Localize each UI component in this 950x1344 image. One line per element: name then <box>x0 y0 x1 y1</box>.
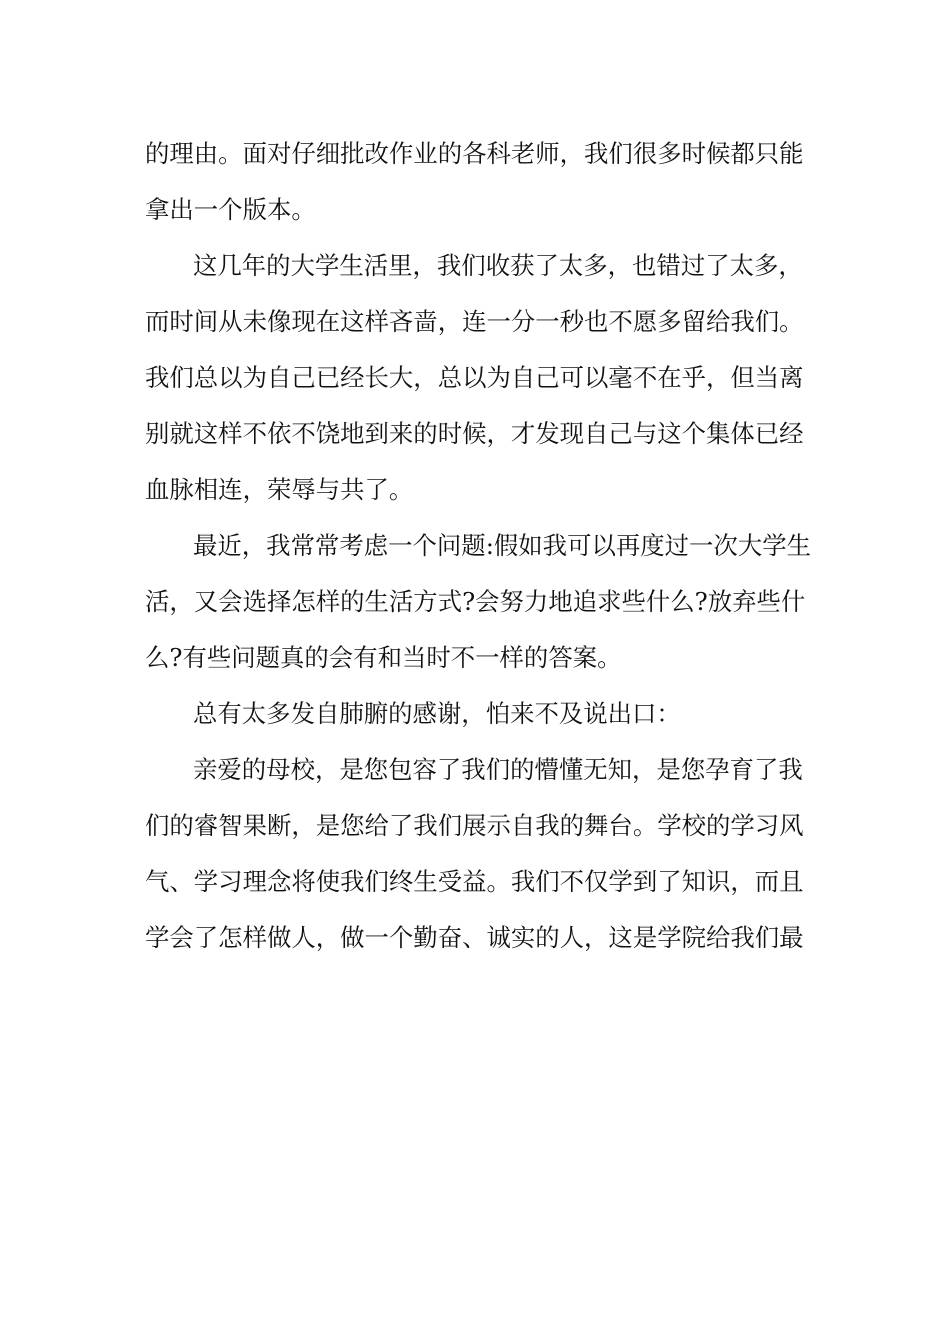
body-text <box>145 126 811 966</box>
text-line: 学会了怎样做人，做一个勤奋、诚实的人，这是学院给我们最 <box>145 923 804 952</box>
text-line: 而时间从未像现在这样吝啬，连一分一秒也不愿多留给我们。 <box>145 307 804 336</box>
text-line: 总有太多发自肺腑的感谢，怕来不及说出口： <box>193 699 681 728</box>
text-line: 这几年的大学生活里，我们收获了太多，也错过了太多， <box>193 251 803 280</box>
text-line: 拿出一个版本。 <box>145 195 316 224</box>
text-line: 活，又会选择怎样的生活方式?会努力地追求些什么?放弃些什 <box>145 587 806 616</box>
text-line: 最近，我常常考虑一个问题:假如我可以再度过一次大学生 <box>193 531 811 560</box>
text-line: 气、学习理念将使我们终生受益。我们不仅学到了知识，而且 <box>145 867 804 896</box>
text-line: 别就这样不依不饶地到来的时候，才发现自己与这个集体已经 <box>145 419 804 448</box>
paragraph <box>145 518 811 686</box>
paragraph <box>145 686 807 742</box>
text-line: 血脉相连，荣辱与共了。 <box>145 475 414 504</box>
paragraph-continuation <box>145 126 807 238</box>
paragraph <box>145 238 807 518</box>
text-line: 们的睿智果断，是您给了我们展示自我的舞台。学校的学习风 <box>145 811 804 840</box>
paragraph <box>145 742 807 966</box>
text-line: 亲爱的母校，是您包容了我们的懵懂无知，是您孕育了我 <box>193 755 803 784</box>
text-line: 的理由。面对仔细批改作业的各科老师，我们很多时候都只能 <box>145 139 804 168</box>
text-line: 我们总以为自己已经长大，总以为自己可以毫不在乎，但当离 <box>145 363 804 392</box>
text-line: 么?有些问题真的会有和当时不一样的答案。 <box>145 643 622 672</box>
